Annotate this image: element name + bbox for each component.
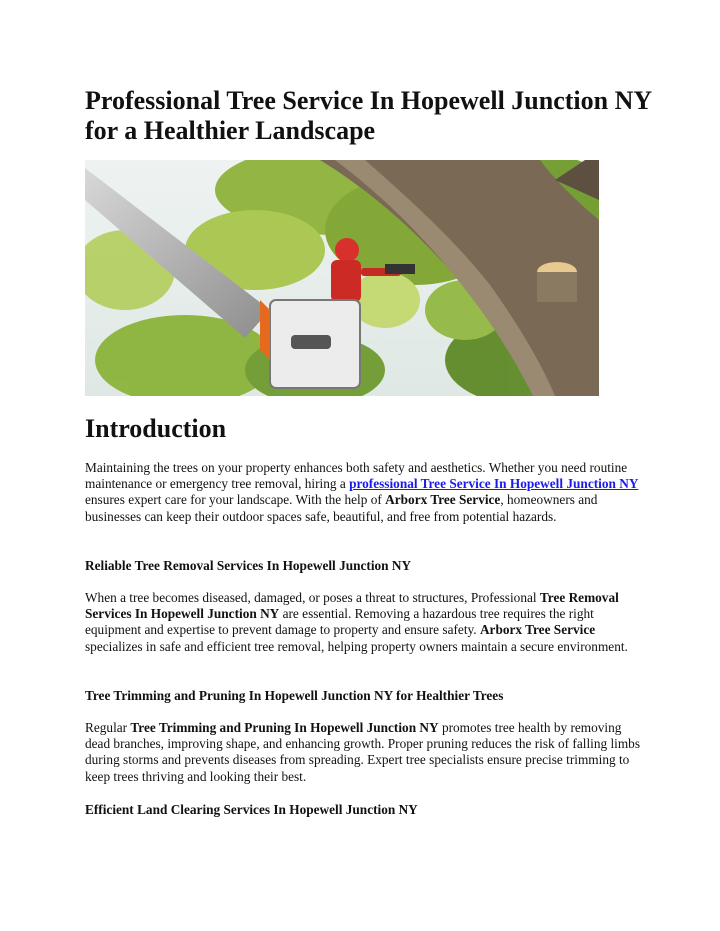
- intro-heading: Introduction: [85, 414, 227, 443]
- tree-trimmer-photo: [85, 160, 599, 396]
- tree-service-link[interactable]: professional Tree Service In Hopewell Junction NY: [349, 476, 639, 492]
- clearing-heading: Efficient Land Clearing Services In Hopewell Junction NY: [85, 802, 418, 817]
- removal-paragraph: When a tree becomes diseased, damaged, or poses a threat to structures, Professional Tree Removal Services In Hopewell Junction NY are essential. Removing a hazardous tree requires the right equipment and expertise to prevent damage to property and ensure safety. Arborx Tree Service specializes in safe and efficient tree removal, helping property owners maintain a secure environment.: [85, 590, 628, 654]
- trimming-paragraph: Regular Tree Trimming and Pruning In Hopewell Junction NY promotes tree health by removing dead branches, improving shape, and enhancing growth. Proper pruning reduces the risk of falling limbs during storms and prevents diseases from spreading. Expert tree specialists ensure precise trimming to keep trees thriving and looking their best.: [85, 720, 641, 784]
- intro-paragraph: Maintaining the trees on your property enhances both safety and aesthetics. Whether you need routine maintenance or emergency tree removal, hiring a professional Tree Service In Hopewell Junction NY ensures expert care for your landscape. With the help of Arborx Tree Service, homeowners and businesses can keep their outdoor spaces safe, beautiful, and free from potential hazards.: [85, 460, 639, 524]
- trimming-heading: Tree Trimming and Pruning In Hopewell Junction NY for Healthier Trees: [85, 688, 504, 703]
- page-title: Professional Tree Service In Hopewell Junction NY for a Healthier Landscape: [85, 86, 652, 145]
- removal-heading: Reliable Tree Removal Services In Hopewell Junction NY: [85, 558, 412, 573]
